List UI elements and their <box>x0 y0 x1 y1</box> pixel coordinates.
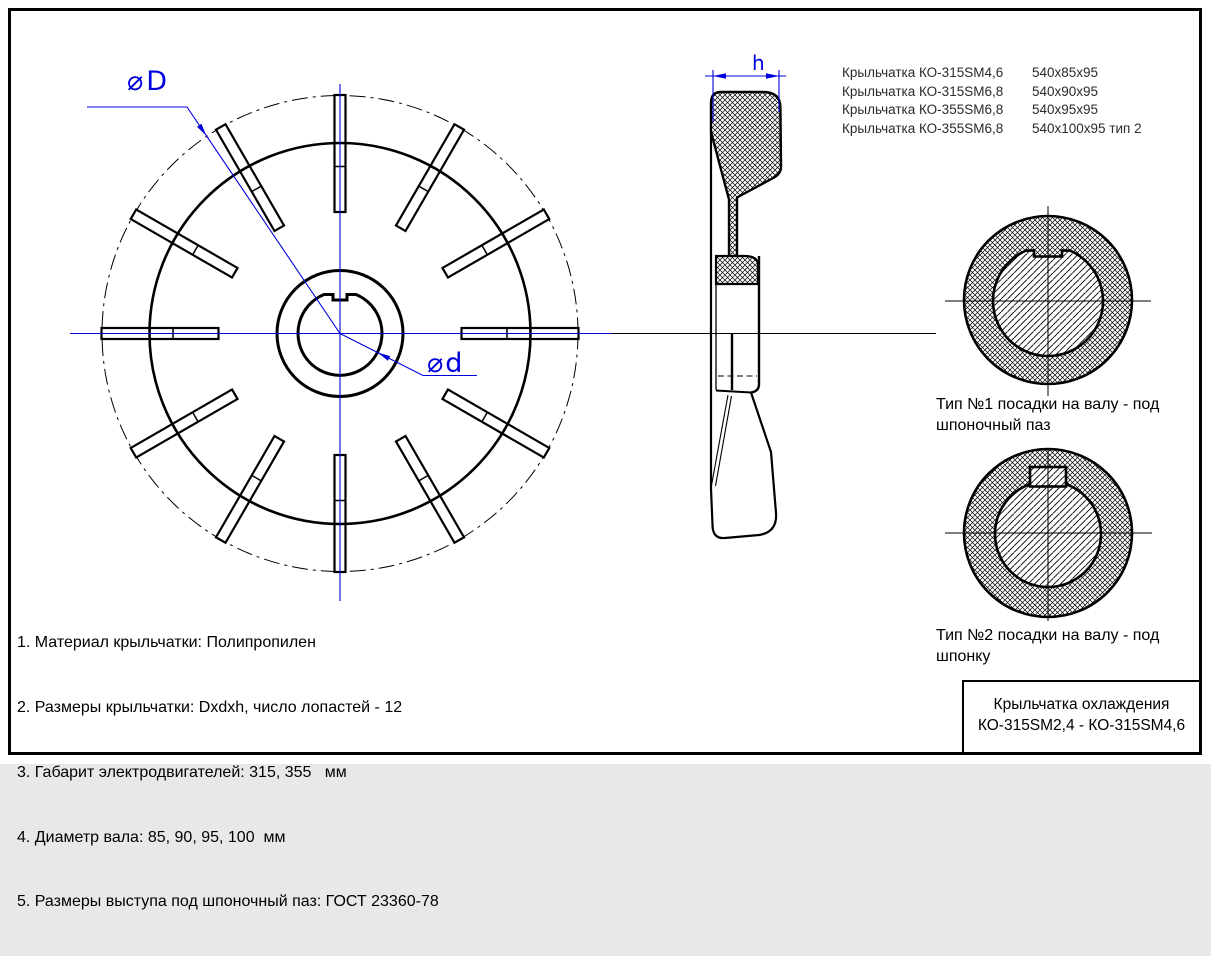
table-row <box>842 120 1142 139</box>
detail-type2-key <box>945 449 1152 621</box>
table-row <box>842 101 1142 120</box>
h-arrow-left <box>713 73 726 79</box>
note-line: 3. Габарит электродвигателей: 315, 355 мм <box>17 763 347 781</box>
diameter-d-label: ⌀d <box>427 348 465 379</box>
blade <box>442 209 549 277</box>
diameter-D-arrow <box>197 124 207 136</box>
variant-name: Крыльчатка КО-315SM6,8 <box>842 83 1004 99</box>
type2-caption-line1: Тип №2 посадки на валу - под <box>936 627 1160 644</box>
title-block <box>962 680 1199 752</box>
type2-caption <box>936 625 1194 667</box>
notes-list <box>17 589 439 956</box>
variant-size: 540x95x95 <box>1032 102 1099 118</box>
blade <box>442 389 549 457</box>
note-line: 2. Размеры крыльчатки: Dxdxh, число лопастей - 12 <box>17 698 403 716</box>
note-line: 5. Размеры выступа под шпоночный паз: ГОСТ 23360-78 <box>17 893 439 911</box>
bottom-blade-inner-lines <box>711 395 732 488</box>
blade <box>396 436 464 543</box>
title-block-models: КО-315SM2,4 - КО-315SM4,6 <box>977 716 1186 734</box>
variant-size: 540x90x95 <box>1032 83 1099 99</box>
h-arrow-right <box>766 73 779 79</box>
variant-size: 540x85x95 <box>1032 65 1099 80</box>
blade <box>396 124 464 231</box>
blade <box>216 436 284 543</box>
table-row <box>842 83 1142 102</box>
type1-caption-line1: Тип №1 посадки на валу - под <box>936 396 1160 413</box>
blade <box>131 389 238 457</box>
type1-caption <box>936 394 1194 436</box>
note-line: 4. Диаметр вала: 85, 90, 95, 100 мм <box>17 828 286 846</box>
side-view-section <box>612 92 936 538</box>
section-top-blade <box>711 92 781 258</box>
blade <box>131 209 238 277</box>
hub-bottom-edge <box>716 391 751 393</box>
section-hub-block <box>716 256 758 284</box>
detail-type1-keyway-groove <box>945 206 1151 396</box>
h-label: h <box>752 51 765 75</box>
type2-caption-line2: шпонку <box>936 648 991 665</box>
type1-caption-line2: шпоночный паз <box>936 417 1051 434</box>
blade <box>216 124 284 231</box>
diameter-D-label: ⌀D <box>127 66 171 97</box>
variant-name: Крыльчатка КО-355SM6,8 <box>842 102 1004 118</box>
variants-table <box>842 64 1142 138</box>
variant-name: Крыльчатка КО-315SM4,6 <box>842 65 1004 80</box>
variant-name: Крыльчатка КО-355SM6,8 <box>842 120 1004 136</box>
table-row <box>842 64 1142 83</box>
title-block-name: Крыльчатка охлаждения <box>993 696 1170 713</box>
variant-size: 540x100x95 тип 2 <box>1032 120 1142 136</box>
note-line: 1. Материал крыльчатки: Полипропилен <box>17 634 316 652</box>
bottom-blade-outline <box>711 393 776 539</box>
